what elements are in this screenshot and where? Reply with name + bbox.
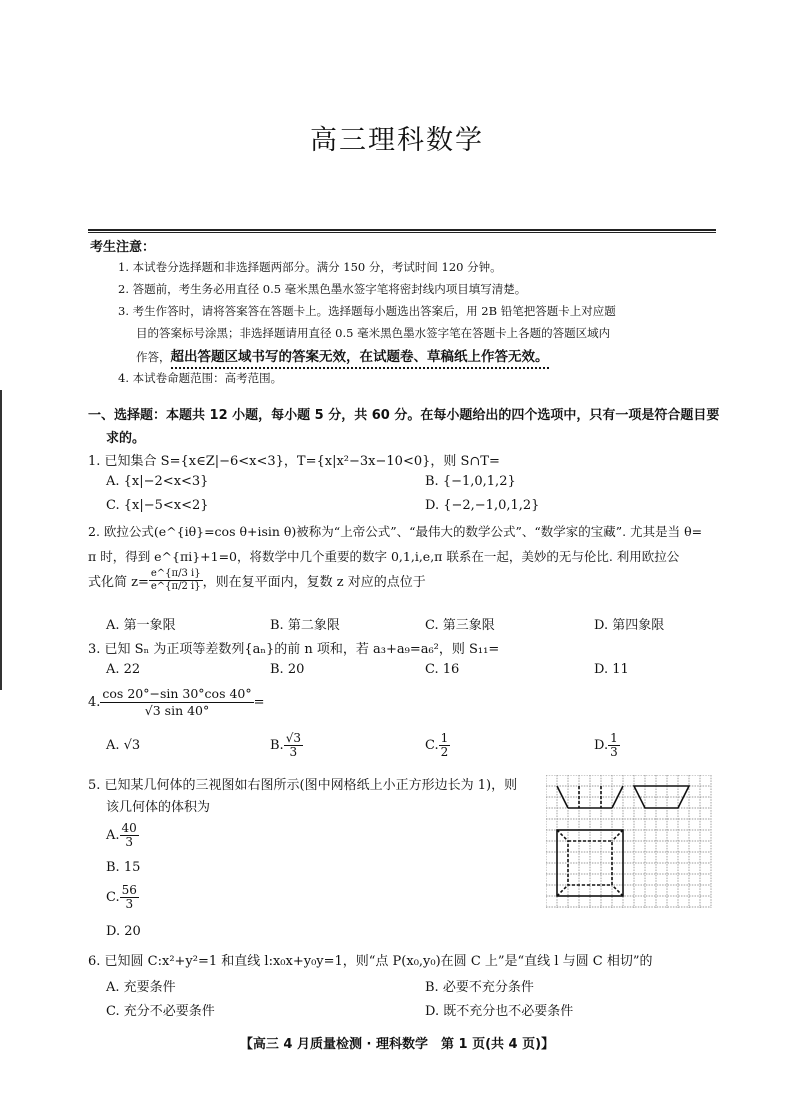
q4-stem <box>88 686 265 719</box>
q4-option-b-label: B. <box>270 738 284 753</box>
q2-option-a: A. 第一象限 <box>106 618 176 633</box>
q3-option-d: D. 11 <box>594 662 629 677</box>
q4-option-c <box>425 732 450 759</box>
q2-option-b: B. 第二象限 <box>270 618 340 633</box>
q4-option-d-frac <box>608 732 620 759</box>
q5-stem-line1: 5. 已知某几何体的三视图如右图所示(图中网格纸上小正方形边长为 1)，则 <box>88 778 518 793</box>
side-view <box>634 786 689 808</box>
three-view-figure <box>546 775 714 911</box>
q4-option-b-frac <box>284 732 303 759</box>
q4-option-a: A. √3 <box>106 738 141 753</box>
q5-option-a-frac <box>120 822 139 849</box>
q4-fraction <box>100 686 253 719</box>
q6-stem: 6. 已知圆 C:x²+y²=1 和直线 l:x₀x+y₀y=1，则“点 P(x₀,y₀)在圆 C 上”是“直线 l 与圆 C 相切”的 <box>88 954 653 969</box>
q2-option-d: D. 第四象限 <box>594 618 665 633</box>
q3-option-b: B. 20 <box>270 662 305 677</box>
header-rule-thin <box>88 232 716 233</box>
q6-option-c: C. 充分不必要条件 <box>106 1004 215 1019</box>
q4-option-d-label: D. <box>594 738 609 753</box>
notice-item-3-prefix: 作答， <box>136 350 171 364</box>
notice-item-2: 2. 答题前，考生务必用直径 0.5 毫米黑色墨水签字笔将密封线内项目填写清楚。 <box>118 282 527 296</box>
q5-option-d: D. 20 <box>106 924 141 939</box>
section-heading-cont: 求的。 <box>106 431 146 446</box>
q2-stem-line1: 2. 欧拉公式(e^{iθ}=cos θ+isin θ)被称为“上帝公式”、“最伟大的数学公式”、“数学家的宝藏”. 尤其是当 θ= <box>88 524 703 539</box>
notice-item-4: 4. 本试卷命题范围：高考范围。 <box>118 371 283 385</box>
notice-item-3-cont: 目的答案标号涂黑；非选择题请用直径 0.5 毫米黑色墨水签字笔在答题卡上各题的答题区域内 <box>136 326 611 340</box>
notice-emphasis: 超出答题区域书写的答案无效，在试题卷、草稿纸上作答无效。 <box>171 349 549 369</box>
q2-fraction <box>149 568 203 593</box>
q1-option-a: A. {x|−2<x<3} <box>106 474 209 489</box>
q3-option-a: A. 22 <box>106 662 141 677</box>
q2-stem-prefix: 式化简 z= <box>88 575 149 590</box>
q4-option-b <box>270 732 303 759</box>
q3-option-c: C. 16 <box>425 662 460 677</box>
q5-option-c-den: 3 <box>125 897 134 911</box>
q5-option-a-label: A. <box>106 828 120 843</box>
scan-edge-mark <box>0 390 2 690</box>
q4-option-c-label: C. <box>425 738 439 753</box>
section-heading: 一、选择题：本题共 12 小题，每小题 5 分，共 60 分。在每小题给出的四个选项中，只有一项是符合题目要 <box>88 408 720 423</box>
q4-option-c-den: 2 <box>440 745 449 759</box>
q3-stem: 3. 已知 Sₙ 为正项等差数列{aₙ}的前 n 项和，若 a₃+a₉=a₆²，则 S₁₁= <box>88 642 500 657</box>
q6-option-b: B. 必要不充分条件 <box>425 980 534 995</box>
q4-equals: = <box>253 695 265 710</box>
q1-option-d: D. {−2,−1,0,1,2} <box>425 498 540 513</box>
q4-option-d-den: 3 <box>610 745 618 759</box>
q6-option-a: A. 充要条件 <box>106 980 176 995</box>
q2-stem-line3 <box>88 568 426 593</box>
q4-option-c-frac <box>439 732 451 759</box>
q5-stem-line2: 该几何体的体积为 <box>106 800 211 815</box>
q2-fraction-denominator: e^{π/2 i} <box>150 581 201 592</box>
q4-number: 4. <box>88 695 101 710</box>
q5-option-a-num: 40 <box>121 821 137 835</box>
q4-option-d <box>594 732 620 759</box>
q1-stem: 1. 已知集合 S={x∈Z|−6<x<3}，T={x|x²−3x−10<0}，则 S∩T= <box>88 454 500 469</box>
q5-option-a-den: 3 <box>125 835 133 849</box>
q5-option-a <box>106 822 139 849</box>
notice-item-3: 3. 考生作答时，请将答案答在答题卡上。选择题每小题选出答案后，用 2B 铅笔把答题卡上对应题 <box>118 304 616 318</box>
q5-option-c-num: 56 <box>121 883 137 897</box>
q5-option-c-label: C. <box>106 890 120 905</box>
q4-option-b-den: 3 <box>289 745 298 759</box>
q4-option-d-num: 1 <box>610 731 618 745</box>
q4-fraction-denominator: √3 sin 40° <box>144 703 210 718</box>
q1-option-c: C. {x|−5<x<2} <box>106 498 209 513</box>
notice-item-3-end <box>136 345 549 365</box>
q4-option-c-num: 1 <box>440 731 449 745</box>
q5-option-b: B. 15 <box>106 860 141 875</box>
notice-item-1: 1. 本试卷分选择题和非选择题两部分。满分 150 分，考试时间 120 分钟。 <box>118 260 502 274</box>
q4-option-b-num: √3 <box>285 731 301 745</box>
q2-fraction-numerator: e^{π/3 i} <box>150 568 201 579</box>
page-footer: 【高三 4 月质量检测 · 理科数学 第 1 页(共 4 页)】 <box>239 1037 555 1052</box>
q1-option-b: B. {−1,0,1,2} <box>425 474 516 489</box>
q2-stem-line2: π 时，得到 e^{πi}+1=0，将数学中几个重要的数字 0,1,i,e,π 联系在一起，美妙的无与伦比. 利用欧拉公 <box>88 549 680 564</box>
page-title: 高三理科数学 <box>310 125 484 156</box>
q5-option-c-frac <box>120 884 139 911</box>
q2-stem-suffix: ，则在复平面内，复数 z 对应的点位于 <box>202 575 426 590</box>
q2-option-c: C. 第三象限 <box>425 618 495 633</box>
q6-option-d: D. 既不充分也不必要条件 <box>425 1004 574 1019</box>
q5-option-c <box>106 884 139 911</box>
header-rule <box>88 229 716 231</box>
q4-fraction-numerator: cos 20°−sin 30°cos 40° <box>102 686 252 701</box>
notice-heading: 考生注意： <box>90 240 156 255</box>
